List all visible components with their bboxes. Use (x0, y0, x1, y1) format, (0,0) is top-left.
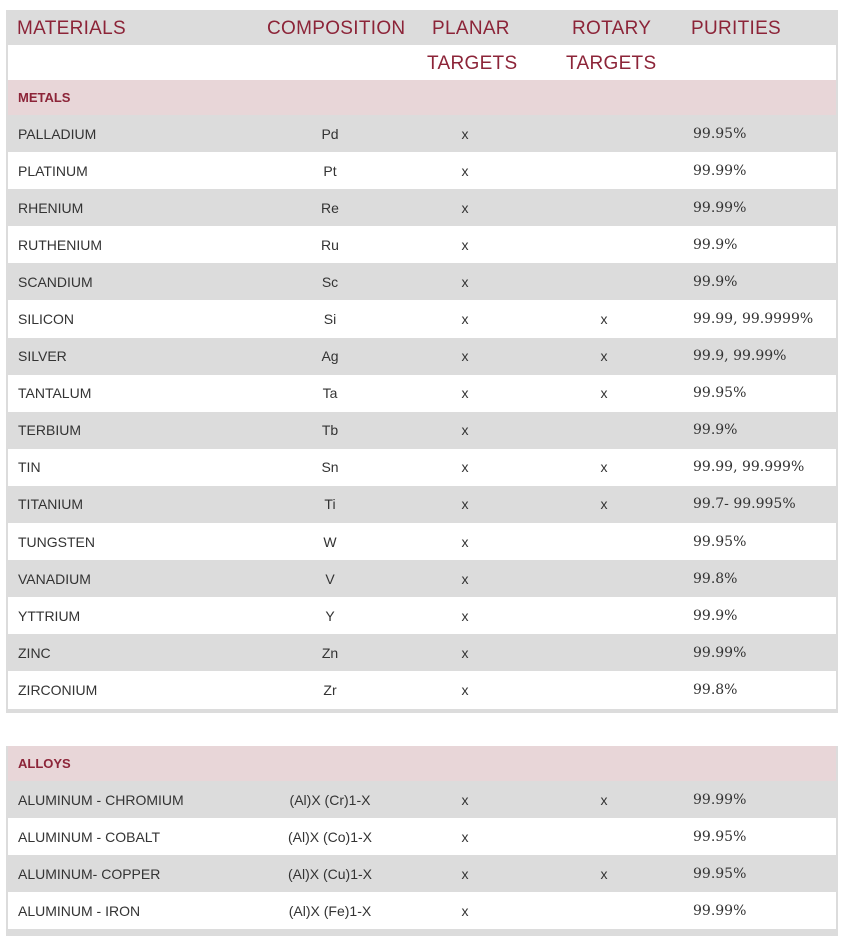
table-row (8, 115, 836, 152)
rotary-cell: x (600, 496, 608, 513)
planar-cell: x (461, 865, 469, 882)
composition-cell: Sc (321, 273, 339, 290)
table-row (8, 263, 836, 300)
section-alloys (8, 746, 836, 781)
composition-cell: Ru (321, 236, 339, 253)
composition-cell: Ta (322, 385, 338, 402)
purity-cell: 99.95% (693, 385, 747, 402)
purity-cell: 99.9% (693, 607, 738, 624)
header-rotary-targets: TARGETS (566, 53, 657, 74)
section-metals (8, 80, 836, 115)
header-second-line (8, 45, 836, 80)
composition-cell: (Al)X (Fe)1-X (288, 902, 372, 919)
composition-cell: W (323, 533, 337, 550)
table-row (8, 189, 836, 226)
composition-cell: Pt (323, 162, 337, 179)
metals-table (6, 10, 838, 713)
material-cell: RUTHENIUM (18, 236, 102, 253)
purity-cell: 99.95% (693, 125, 747, 142)
table-row (8, 300, 836, 337)
planar-cell: x (461, 422, 469, 439)
planar-cell: x (461, 273, 469, 290)
material-cell: SILICON (18, 311, 75, 328)
header-planar-targets: TARGETS (427, 53, 518, 74)
composition-cell: Tb (321, 422, 339, 439)
planar-cell: x (461, 125, 469, 142)
rotary-cell: x (600, 385, 608, 402)
table-row (8, 560, 836, 597)
planar-cell: x (461, 644, 469, 661)
rotary-cell: x (600, 865, 608, 882)
header-planar: PLANAR (432, 18, 510, 39)
planar-cell: x (461, 348, 469, 365)
material-cell: TERBIUM (18, 422, 81, 439)
material-cell: TITANIUM (18, 496, 84, 513)
composition-cell: Re (321, 199, 339, 216)
planar-cell: x (461, 459, 469, 476)
table-header (6, 10, 838, 80)
section-title: ALLOYS (18, 756, 71, 771)
table-row (8, 634, 836, 671)
table-row (8, 375, 836, 412)
material-cell: ALUMINUM - IRON (18, 902, 141, 919)
material-cell: RHENIUM (18, 199, 84, 216)
table-row (8, 338, 836, 375)
purity-cell: 99.95% (693, 865, 747, 882)
purity-cell: 99.9% (693, 236, 738, 253)
metals-rows (6, 115, 838, 709)
material-cell: YTTRIUM (18, 607, 81, 624)
composition-cell: Pd (321, 125, 339, 142)
purity-cell: 99.99% (693, 162, 747, 179)
rotary-cell: x (600, 348, 608, 365)
composition-cell: (Al)X (Co)1-X (287, 828, 373, 845)
table-row (8, 412, 836, 449)
composition-cell: (Al)X (Cu)1-X (287, 865, 373, 882)
planar-cell: x (461, 236, 469, 253)
purity-cell: 99.9, 99.99% (693, 348, 787, 365)
rotary-cell: x (600, 311, 608, 328)
purity-cell: 99.9% (693, 273, 738, 290)
purity-cell: 99.99, 99.999% (693, 459, 805, 476)
composition-cell: Sn (321, 459, 339, 476)
planar-cell: x (461, 496, 469, 513)
table-row (8, 449, 836, 486)
purity-cell: 99.8% (693, 570, 738, 587)
material-cell: ALUMINUM - COBALT (18, 828, 161, 845)
table-row (8, 671, 836, 708)
table-row (8, 818, 836, 855)
header-materials: MATERIALS (17, 18, 126, 39)
composition-cell: Y (325, 607, 335, 624)
material-cell: VANADIUM (18, 570, 91, 587)
material-cell: ZINC (18, 644, 51, 661)
material-cell: ZIRCONIUM (18, 681, 98, 698)
material-cell: TANTALUM (18, 385, 92, 402)
alloys-table (6, 746, 838, 936)
planar-cell: x (461, 791, 469, 808)
material-cell: SILVER (18, 348, 67, 365)
alloys-rows (6, 781, 838, 929)
composition-cell: (Al)X (Cr)1-X (289, 791, 371, 808)
planar-cell: x (461, 385, 469, 402)
purity-cell: 99.95% (693, 828, 747, 845)
material-cell: ALUMINUM - CHROMIUM (18, 791, 184, 808)
planar-cell: x (461, 570, 469, 587)
table-row (8, 597, 836, 634)
purity-cell: 99.8% (693, 681, 738, 698)
planar-cell: x (461, 681, 469, 698)
material-cell: SCANDIUM (18, 273, 93, 290)
material-cell: ALUMINUM- COPPER (18, 865, 161, 882)
planar-cell: x (461, 902, 469, 919)
table-row (8, 486, 836, 523)
material-cell: TUNGSTEN (18, 533, 95, 550)
header-rotary: ROTARY (572, 18, 652, 39)
planar-cell: x (461, 533, 469, 550)
table-row (8, 226, 836, 263)
composition-cell: Ag (321, 348, 339, 365)
header-purities: PURITIES (691, 18, 782, 39)
composition-cell: Ti (324, 496, 336, 513)
rotary-cell: x (600, 459, 608, 476)
composition-cell: V (325, 570, 335, 587)
planar-cell: x (461, 828, 469, 845)
material-cell: TIN (18, 459, 41, 476)
material-cell: PALLADIUM (18, 125, 97, 142)
rotary-cell: x (600, 791, 608, 808)
material-cell: PLATINUM (18, 162, 88, 179)
purity-cell: 99.99% (693, 791, 747, 808)
purity-cell: 99.95% (693, 533, 747, 550)
planar-cell: x (461, 162, 469, 179)
table-row (8, 781, 836, 818)
purity-cell: 99.99% (693, 644, 747, 661)
section-title: METALS (18, 90, 71, 105)
purity-cell: 99.99% (693, 902, 747, 919)
purity-cell: 99.99% (693, 199, 747, 216)
composition-cell: Zn (321, 644, 339, 661)
purity-cell: 99.99, 99.9999% (693, 311, 814, 328)
table-row (8, 855, 836, 892)
composition-cell: Zr (323, 681, 337, 698)
table-row (8, 152, 836, 189)
planar-cell: x (461, 199, 469, 216)
planar-cell: x (461, 311, 469, 328)
table-row (8, 892, 836, 929)
composition-cell: Si (323, 311, 337, 328)
table-row (8, 523, 836, 560)
purity-cell: 99.7- 99.995% (693, 496, 796, 513)
header-composition: COMPOSITION (267, 18, 406, 39)
planar-cell: x (461, 607, 469, 624)
purity-cell: 99.9% (693, 422, 738, 439)
